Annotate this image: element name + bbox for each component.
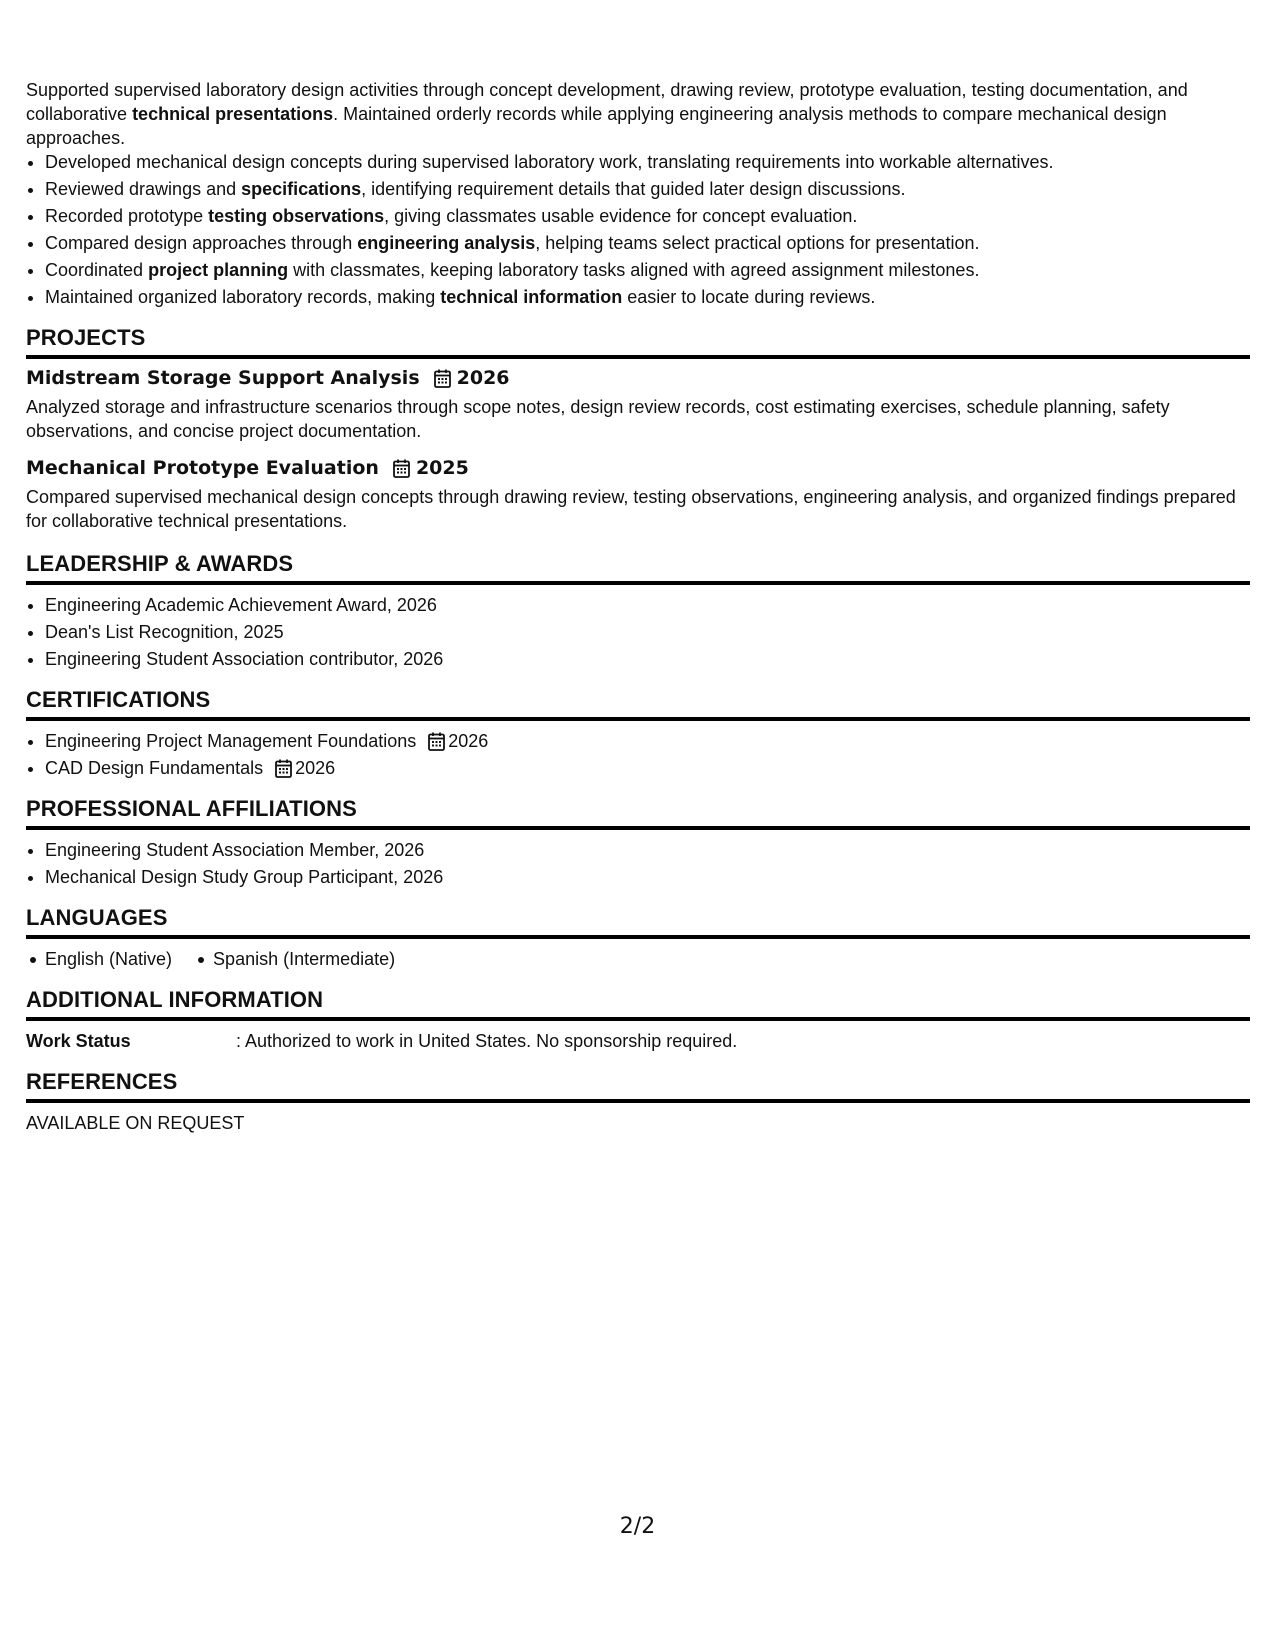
bullet-text: , helping teams select practical options for presentation. xyxy=(535,233,980,253)
summary-text-start: Supported supervised laboratory design activities through concept development, drawing review, prototype evaluation, testing documentation, and collaborative xyxy=(26,80,1188,124)
bullet-text: Recorded prototype xyxy=(45,206,209,226)
affiliation-item: • Engineering Student Association Member, 2026 xyxy=(45,838,1250,862)
languages-heading: LANGUAGES xyxy=(26,903,1250,939)
certifications-list xyxy=(26,729,1250,780)
languages-list xyxy=(26,947,1250,971)
page-number: 2/2 xyxy=(619,1514,656,1539)
experience-bullet xyxy=(45,177,1250,201)
project-title-row xyxy=(26,455,1250,481)
affiliation-item: • Mechanical Design Study Group Participant, 2026 xyxy=(45,865,1250,889)
project-title-row xyxy=(26,365,1250,391)
certification-year: 2026 xyxy=(448,731,489,751)
leadership-list xyxy=(26,593,1250,671)
summary-text-end: . Maintained orderly records while applying engineering analysis methods to compare mechanical design approaches. xyxy=(26,104,1167,148)
bullet-text: Maintained organized laboratory records, making xyxy=(45,287,441,307)
award-item: • Engineering Academic Achievement Award, 2026 xyxy=(45,593,1250,617)
certifications-heading: CERTIFICATIONS xyxy=(26,685,1250,721)
bullet-text: with classmates, keeping laboratory tasks aligned with agreed assignment milestones. xyxy=(288,260,980,280)
bullet-keyword: testing observations xyxy=(208,206,385,226)
language-item: English (Native) xyxy=(26,947,172,971)
leadership-heading: LEADERSHIP & AWARDS xyxy=(26,549,1250,585)
experience-bullet xyxy=(45,204,1250,228)
award-item: • Engineering Student Association contributor, 2026 xyxy=(45,647,1250,671)
projects-section xyxy=(26,365,1250,533)
calendar-icon xyxy=(275,759,292,778)
references-heading: REFERENCES xyxy=(26,1067,1250,1103)
experience-bullet xyxy=(45,258,1250,282)
award-item: • Dean's List Recognition, 2025 xyxy=(45,620,1250,644)
experience-bullet-list xyxy=(26,150,1250,309)
bullet-keyword: engineering analysis xyxy=(357,233,536,253)
bullet-keyword: project planning xyxy=(148,260,289,280)
project-title: Mechanical Prototype Evaluation xyxy=(26,457,379,479)
bullet-text: , identifying requirement details that guided later design discussions. xyxy=(361,179,906,199)
bullet-keyword: specifications xyxy=(241,179,362,199)
work-status-label: Work Status xyxy=(26,1031,131,1051)
bullet-text: Coordinated xyxy=(45,260,149,280)
work-status-row xyxy=(26,1029,1250,1053)
projects-heading: PROJECTS xyxy=(26,323,1250,359)
experience-bullet xyxy=(45,285,1250,309)
bullet-text: Developed mechanical design concepts during supervised laboratory work, translating requirements into workable alternatives. xyxy=(45,152,1054,172)
project-description: Compared supervised mechanical design concepts through drawing review, testing observations, engineering analysis, and organized findings prepared for collaborative technical presentations. xyxy=(26,487,1236,531)
bullet-text: easier to locate during reviews. xyxy=(622,287,876,307)
calendar-icon xyxy=(434,369,451,388)
project-year: 2025 xyxy=(415,457,469,479)
resume-page-content xyxy=(26,78,1250,1135)
summary-keyword: technical presentations xyxy=(132,104,334,124)
calendar-icon xyxy=(428,732,445,751)
work-status-value: : Authorized to work in United States. No sponsorship required. xyxy=(236,1031,738,1051)
references-text: AVAILABLE ON REQUEST xyxy=(26,1113,245,1133)
experience-summary xyxy=(26,78,1250,150)
certification-name: • Engineering Project Management Foundations xyxy=(45,731,417,751)
bullet-keyword: technical information xyxy=(440,287,623,307)
project-description: Analyzed storage and infrastructure scenarios through scope notes, design review records, cost estimating exercises, schedule planning, safety observations, and concise project documentation. xyxy=(26,397,1170,441)
bullet-text: Compared design approaches through xyxy=(45,233,358,253)
certification-item xyxy=(45,756,1250,780)
bullet-text: , giving classmates usable evidence for concept evaluation. xyxy=(384,206,858,226)
project-year: 2026 xyxy=(456,367,510,389)
bullet-text: Reviewed drawings and xyxy=(45,179,242,199)
affiliations-heading: PROFESSIONAL AFFILIATIONS xyxy=(26,794,1250,830)
certification-name: • CAD Design Fundamentals xyxy=(45,758,264,778)
additional-info-heading: ADDITIONAL INFORMATION xyxy=(26,985,1250,1021)
experience-bullet xyxy=(45,150,1250,174)
affiliations-list xyxy=(26,838,1250,889)
calendar-icon xyxy=(393,459,410,478)
language-item: Spanish (Intermediate) xyxy=(194,947,395,971)
certification-year: 2026 xyxy=(295,758,336,778)
certification-item xyxy=(45,729,1250,753)
experience-bullet xyxy=(45,231,1250,255)
project-title: Midstream Storage Support Analysis xyxy=(26,367,420,389)
